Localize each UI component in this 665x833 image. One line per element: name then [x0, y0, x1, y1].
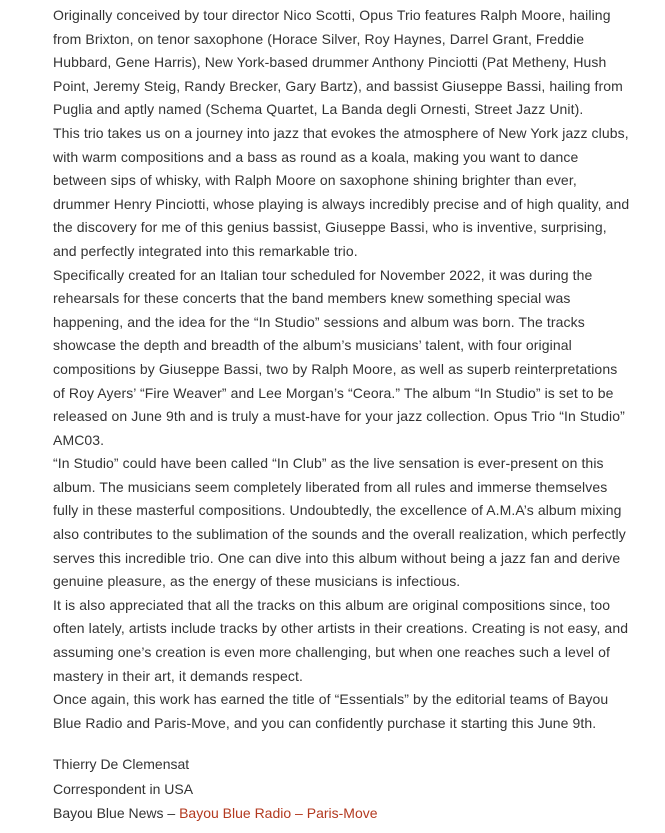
article-paragraph: Specifically created for an Italian tour scheduled for November 2022, it was during the rehearsals for these concerts that the band members knew something special was happening, and the idea for the “In Studio” sessions and album was born. The tracks showcase the depth and breadth of the album’s musicians’ talent, with four original compositions by Giuseppe Bassi, two by Ralph Moore, as well as superb reinterpretations of Roy Ayers’ “Fire Weaver” and Lee Morgan’s “Ceora.” The album “In Studio” is set to be released on June 9th and is truly a must-have for your jazz collection. Opus Trio “In Studio” AMC03. — [53, 266, 625, 448]
article-paragraph: This trio takes us on a journey into jazz that evokes the atmosphere of New York jazz clubs, with warm compositions and a bass as round as a koala, making you want to dance between sips of whisky, with Ralph Moore on saxophone shining brighter than ever, drummer Henry Pinciotti, whose playing is always incredibly precise and of high quality, and the discovery for me of this genius bassist, Giuseppe Bassi, who is inventive, surprising, and perfectly integrated into this remarkable trio. — [53, 124, 630, 259]
author-name: Thierry De Clemensat — [53, 756, 190, 772]
author-signature — [53, 752, 633, 826]
article-paragraph: Originally conceived by tour director Nico Scotti, Opus Trio features Ralph Moore, hailing from Brixton, on tenor saxophone (Horace Silver, Roy Haynes, Darrel Grant, Freddie Hubbard, Gene Harris), New York-based drummer Anthony Pinciotti (Pat Metheny, Hush Point, Jeremy Steig, Randy Brecker, Gary Bartz), and bassist Giuseppe Bassi, hailing from Puglia and aptly named (Schema Quartet, La Banda degli Ornesti, Street Jazz Unit). — [53, 7, 623, 118]
article-body — [53, 4, 633, 735]
article-paragraph: It is also appreciated that all the tracks on this album are original compositions since, too often lately, artists include tracks by other artists in their creations. Creating is not easy, and assuming one’s creation is even more challenging, but when one reaches such a level of mastery in their art, it demands respect. — [53, 596, 629, 684]
bayou-blue-radio-link[interactable]: Bayou Blue Radio — [179, 805, 292, 821]
outlet-line — [53, 801, 633, 826]
paris-move-link[interactable]: Paris-Move — [306, 805, 378, 821]
article-paragraph: “In Studio” could have been called “In Club” as the live sensation is ever-present on this album. The musicians seem completely liberated from all rules and immerse themselves fully in these masterful compositions. Undoubtedly, the excellence of A.M.A’s album mixing also contributes to the sublimation of the sounds and the overall realization, which perfectly serves this incredible trio. One can dive into this album without being a jazz fan and derive genuine pleasure, as the energy of these musicians is infectious. — [53, 455, 626, 590]
author-role: Correspondent in USA — [53, 780, 194, 797]
article-paragraph: Once again, this work has earned the title of “Essentials” by the editorial teams of Bayou Blue Radio and Paris-Move, and you can confidently purchase it starting this June 9th. — [53, 691, 609, 731]
outlet-prefix: Bayou Blue News – — [53, 805, 180, 821]
link-separator: – — [291, 805, 307, 821]
